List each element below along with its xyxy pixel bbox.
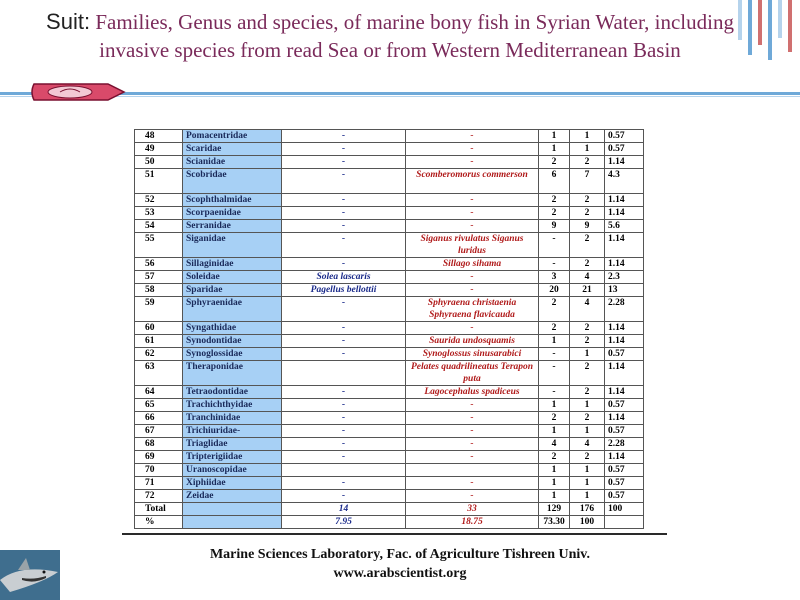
species-cell: 33 xyxy=(406,503,539,516)
count-cell: 1 xyxy=(570,348,605,361)
count-cell: 1 xyxy=(570,464,605,477)
percent-cell: 4.3 xyxy=(605,169,644,194)
count-cell: 2 xyxy=(570,156,605,169)
family-cell: Tetraodontidae xyxy=(183,386,282,399)
title-text: Families, Genus and species, of marine bony fish in Syrian Water, including invasive species from read Sea or from Western Mediterranean Basin xyxy=(95,10,734,62)
count-cell: - xyxy=(539,386,570,399)
family-cell: Sparidae xyxy=(183,284,282,297)
species-cell: - xyxy=(406,194,539,207)
family-cell: Scobridae xyxy=(183,169,282,194)
genus-cell: - xyxy=(282,348,406,361)
genus-cell: - xyxy=(282,477,406,490)
row-number: 59 xyxy=(135,297,183,322)
table-row xyxy=(135,194,644,207)
row-number: 67 xyxy=(135,425,183,438)
genus-cell: - xyxy=(282,451,406,464)
footer-line1: Marine Sciences Laboratory, Fac. of Agriculture Tishreen Univ. xyxy=(209,547,591,562)
percent-cell: 1.14 xyxy=(605,258,644,271)
family-cell: Scorpaenidae xyxy=(183,207,282,220)
genus-cell: - xyxy=(282,169,406,194)
count-cell: 2 xyxy=(570,451,605,464)
percent-cell: 0.57 xyxy=(605,490,644,503)
count-cell: 176 xyxy=(570,503,605,516)
percent-cell: 2.3 xyxy=(605,271,644,284)
count-cell: 100 xyxy=(570,516,605,529)
count-cell: 2 xyxy=(570,361,605,386)
family-cell: Soleidae xyxy=(183,271,282,284)
family-cell: Triaglidae xyxy=(183,438,282,451)
count-cell: 2 xyxy=(539,412,570,425)
row-number: 53 xyxy=(135,207,183,220)
table-row xyxy=(135,477,644,490)
percent-cell: 1.14 xyxy=(605,322,644,335)
family-cell: Sphyraenidae xyxy=(183,297,282,322)
percent-cell: 1.14 xyxy=(605,361,644,386)
footer xyxy=(100,545,700,583)
row-number: 51 xyxy=(135,169,183,194)
family-cell: Scianidae xyxy=(183,156,282,169)
footer-line2[interactable]: www.arabscientist.org xyxy=(333,566,467,581)
family-cell: Siganidae xyxy=(183,233,282,258)
count-cell: 6 xyxy=(539,169,570,194)
genus-cell: 14 xyxy=(282,503,406,516)
genus-cell: 7.95 xyxy=(282,516,406,529)
percent-cell: 100 xyxy=(605,503,644,516)
genus-cell: - xyxy=(282,322,406,335)
row-number: 69 xyxy=(135,451,183,464)
count-cell: 20 xyxy=(539,284,570,297)
species-cell: - xyxy=(406,207,539,220)
percent-cell: 0.57 xyxy=(605,477,644,490)
table-row xyxy=(135,425,644,438)
family-cell: Tripterigiidae xyxy=(183,451,282,464)
genus-cell: Solea lascaris xyxy=(282,271,406,284)
count-cell: 1 xyxy=(539,130,570,143)
row-number: 50 xyxy=(135,156,183,169)
percent-cell: 1.14 xyxy=(605,451,644,464)
genus-cell: - xyxy=(282,207,406,220)
percent-cell: 1.14 xyxy=(605,156,644,169)
table-row xyxy=(135,220,644,233)
fish-table xyxy=(134,129,644,529)
family-cell: Zeidae xyxy=(183,490,282,503)
count-cell: 4 xyxy=(570,297,605,322)
percent-cell: 0.57 xyxy=(605,143,644,156)
row-number: 56 xyxy=(135,258,183,271)
row-number: 71 xyxy=(135,477,183,490)
count-cell: 1 xyxy=(570,477,605,490)
species-cell: - xyxy=(406,425,539,438)
percent-cell: 1.14 xyxy=(605,386,644,399)
species-cell: Siganus rivulatus Siganus luridus xyxy=(406,233,539,258)
species-cell xyxy=(406,464,539,477)
family-cell: Synodontidae xyxy=(183,335,282,348)
genus-cell: - xyxy=(282,258,406,271)
family-cell: Trachichthyidae xyxy=(183,399,282,412)
species-cell: - xyxy=(406,477,539,490)
count-cell: 7 xyxy=(570,169,605,194)
percent-cell: 5.6 xyxy=(605,220,644,233)
family-cell: Tranchinidae xyxy=(183,412,282,425)
count-cell: 1 xyxy=(539,425,570,438)
percent-cell: 0.57 xyxy=(605,348,644,361)
row-number: Total xyxy=(135,503,183,516)
count-cell: 2 xyxy=(570,386,605,399)
genus-cell: - xyxy=(282,438,406,451)
count-cell: 4 xyxy=(539,438,570,451)
count-cell: 1 xyxy=(570,130,605,143)
genus-cell: - xyxy=(282,156,406,169)
table-row xyxy=(135,233,644,258)
family-cell: Serranidae xyxy=(183,220,282,233)
shark-photo xyxy=(0,550,60,600)
count-cell: 2 xyxy=(570,258,605,271)
percent-cell: 0.57 xyxy=(605,399,644,412)
row-number: 60 xyxy=(135,322,183,335)
count-cell: 3 xyxy=(539,271,570,284)
table-row xyxy=(135,438,644,451)
table-row xyxy=(135,451,644,464)
title-lead: Suit: xyxy=(46,9,91,34)
table-row xyxy=(135,399,644,412)
count-cell: 1 xyxy=(539,490,570,503)
species-cell: - xyxy=(406,490,539,503)
percent-cell: 0.57 xyxy=(605,130,644,143)
count-cell: 9 xyxy=(570,220,605,233)
count-cell: 1 xyxy=(570,425,605,438)
species-cell: Scomberomorus commerson xyxy=(406,169,539,194)
species-cell: - xyxy=(406,322,539,335)
species-cell: Sillago sihama xyxy=(406,258,539,271)
count-cell: 2 xyxy=(539,207,570,220)
species-cell: - xyxy=(406,130,539,143)
table-row xyxy=(135,130,644,143)
count-cell: 73.30 xyxy=(539,516,570,529)
genus-cell xyxy=(282,464,406,477)
row-number: 66 xyxy=(135,412,183,425)
genus-cell: - xyxy=(282,143,406,156)
genus-cell xyxy=(282,361,406,386)
genus-cell: - xyxy=(282,130,406,143)
percent-cell: 1.14 xyxy=(605,412,644,425)
row-number: 64 xyxy=(135,386,183,399)
table-row xyxy=(135,207,644,220)
table-row xyxy=(135,143,644,156)
count-cell: 129 xyxy=(539,503,570,516)
row-number: 55 xyxy=(135,233,183,258)
table-row xyxy=(135,169,644,194)
count-cell: - xyxy=(539,233,570,258)
table-row xyxy=(135,516,644,529)
percent-cell xyxy=(605,516,644,529)
row-number: 62 xyxy=(135,348,183,361)
slide-title xyxy=(20,8,760,64)
count-cell: 2 xyxy=(570,194,605,207)
species-cell: Saurida undosquamis xyxy=(406,335,539,348)
table-row xyxy=(135,361,644,386)
count-cell: 2 xyxy=(570,322,605,335)
percent-cell: 0.57 xyxy=(605,464,644,477)
family-cell: Scophthalmidae xyxy=(183,194,282,207)
count-cell: 2 xyxy=(539,451,570,464)
count-cell: - xyxy=(539,348,570,361)
count-cell: 1 xyxy=(570,143,605,156)
count-cell: 2 xyxy=(570,233,605,258)
family-cell: Syngathidae xyxy=(183,322,282,335)
count-cell: - xyxy=(539,361,570,386)
table-row xyxy=(135,297,644,322)
genus-cell: Pagellus bellottii xyxy=(282,284,406,297)
count-cell: 1 xyxy=(539,399,570,412)
count-cell: 1 xyxy=(539,464,570,477)
row-number: 63 xyxy=(135,361,183,386)
count-cell: 2 xyxy=(539,194,570,207)
species-cell: - xyxy=(406,220,539,233)
count-cell: 2 xyxy=(539,322,570,335)
percent-cell: 1.14 xyxy=(605,207,644,220)
family-cell: Theraponidae xyxy=(183,361,282,386)
row-number: 61 xyxy=(135,335,183,348)
genus-cell: - xyxy=(282,425,406,438)
row-number: 49 xyxy=(135,143,183,156)
species-cell: - xyxy=(406,271,539,284)
table-row xyxy=(135,271,644,284)
table-row xyxy=(135,322,644,335)
count-cell: 21 xyxy=(570,284,605,297)
species-cell: Pelates quadrilineatus Terapon puta xyxy=(406,361,539,386)
count-cell: 1 xyxy=(539,143,570,156)
family-cell: Trichiuridae- xyxy=(183,425,282,438)
percent-cell: 1.14 xyxy=(605,335,644,348)
row-number: 52 xyxy=(135,194,183,207)
count-cell: 2 xyxy=(539,297,570,322)
percent-cell: 1.14 xyxy=(605,194,644,207)
count-cell: 1 xyxy=(570,399,605,412)
count-cell: 2 xyxy=(570,335,605,348)
species-cell: - xyxy=(406,412,539,425)
row-number: 58 xyxy=(135,284,183,297)
genus-cell: - xyxy=(282,233,406,258)
table-row xyxy=(135,464,644,477)
row-number: 54 xyxy=(135,220,183,233)
species-cell: - xyxy=(406,451,539,464)
table-row xyxy=(135,258,644,271)
genus-cell: - xyxy=(282,399,406,412)
row-number: 72 xyxy=(135,490,183,503)
genus-cell: - xyxy=(282,412,406,425)
family-cell: Sillaginidae xyxy=(183,258,282,271)
table-row xyxy=(135,284,644,297)
family-cell xyxy=(183,503,282,516)
table-row xyxy=(135,348,644,361)
count-cell: 1 xyxy=(539,477,570,490)
family-cell xyxy=(183,516,282,529)
count-cell: 2 xyxy=(539,156,570,169)
genus-cell: - xyxy=(282,490,406,503)
species-cell: - xyxy=(406,156,539,169)
shark-icon xyxy=(0,550,60,600)
row-number: 68 xyxy=(135,438,183,451)
genus-cell: - xyxy=(282,220,406,233)
species-cell: - xyxy=(406,143,539,156)
genus-cell: - xyxy=(282,297,406,322)
species-cell: - xyxy=(406,284,539,297)
count-cell: - xyxy=(539,258,570,271)
row-number: 70 xyxy=(135,464,183,477)
table-row xyxy=(135,386,644,399)
table-row xyxy=(135,412,644,425)
count-cell: 4 xyxy=(570,438,605,451)
count-cell: 1 xyxy=(539,335,570,348)
family-cell: Scaridae xyxy=(183,143,282,156)
table-row xyxy=(135,335,644,348)
genus-cell: - xyxy=(282,386,406,399)
percent-cell: 0.57 xyxy=(605,425,644,438)
genus-cell: - xyxy=(282,194,406,207)
species-cell: Sphyraena christaenia Sphyraena flavicauda xyxy=(406,297,539,322)
percent-cell: 2.28 xyxy=(605,438,644,451)
species-cell: 18.75 xyxy=(406,516,539,529)
row-number: 65 xyxy=(135,399,183,412)
species-cell: Lagocephalus spadiceus xyxy=(406,386,539,399)
family-cell: Xiphiidae xyxy=(183,477,282,490)
footer-rule xyxy=(122,533,667,535)
count-cell: 2 xyxy=(570,207,605,220)
row-number: 57 xyxy=(135,271,183,284)
table-row xyxy=(135,490,644,503)
table-row xyxy=(135,503,644,516)
count-cell: 2 xyxy=(570,412,605,425)
table-row xyxy=(135,156,644,169)
family-cell: Uranoscopidae xyxy=(183,464,282,477)
species-cell: Synoglossus sinusarabici xyxy=(406,348,539,361)
count-cell: 1 xyxy=(570,490,605,503)
species-cell: - xyxy=(406,438,539,451)
count-cell: 9 xyxy=(539,220,570,233)
percent-cell: 2.28 xyxy=(605,297,644,322)
species-cell: - xyxy=(406,399,539,412)
row-number: % xyxy=(135,516,183,529)
genus-cell: - xyxy=(282,335,406,348)
family-cell: Synoglossidae xyxy=(183,348,282,361)
percent-cell: 1.14 xyxy=(605,233,644,258)
family-cell: Pomacentridae xyxy=(183,130,282,143)
row-number: 48 xyxy=(135,130,183,143)
percent-cell: 13 xyxy=(605,284,644,297)
scroll-ornament-icon xyxy=(30,80,130,104)
count-cell: 4 xyxy=(570,271,605,284)
